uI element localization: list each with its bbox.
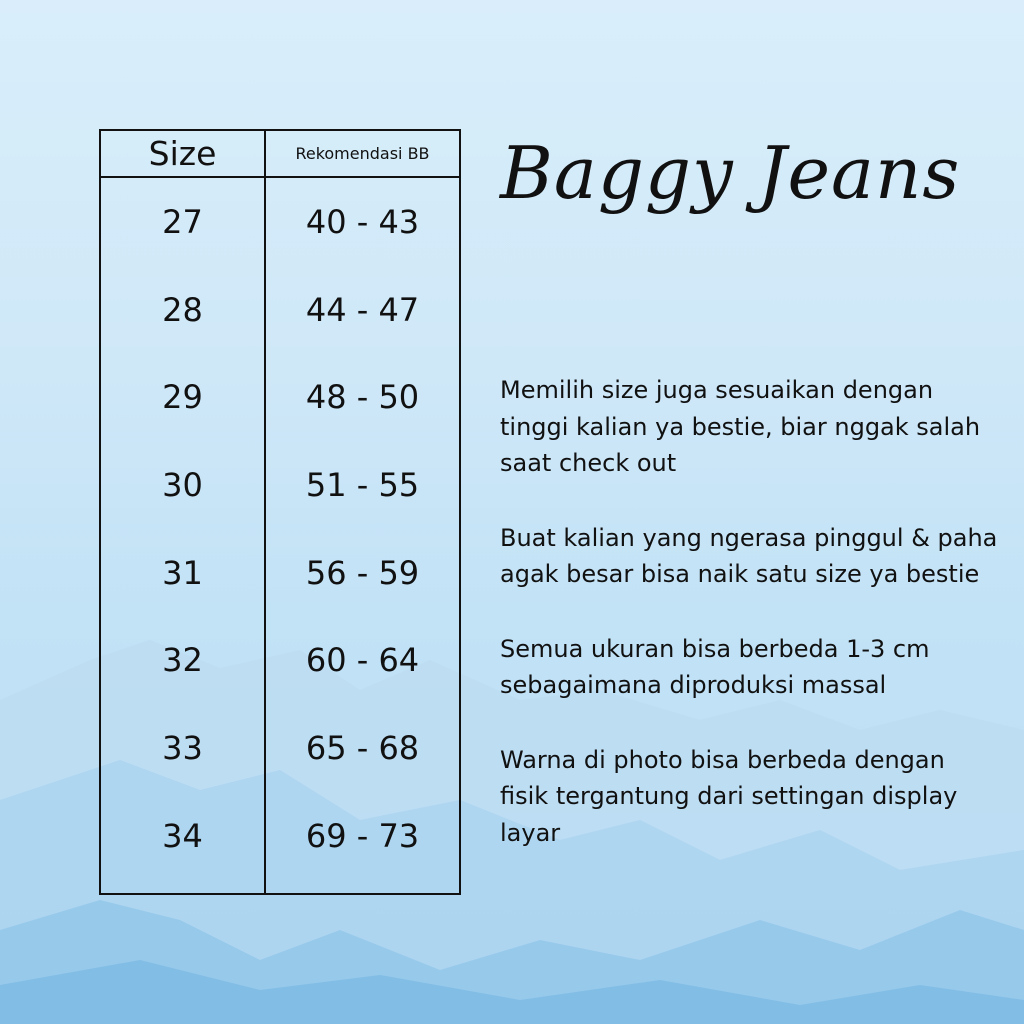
size-cell: 28 [162, 290, 203, 329]
table-row [101, 704, 459, 792]
bb-cell: 60 - 64 [305, 641, 420, 680]
bb-cell: 56 - 59 [305, 553, 420, 592]
size-cell: 31 [162, 553, 203, 592]
table-row [101, 792, 459, 880]
bb-cell: 69 - 73 [305, 816, 420, 855]
bb-cell: 51 - 55 [305, 465, 420, 504]
note-item: Buat kalian yang ngerasa pinggul & paha agak besar bisa naik satu size ya bestie [500, 523, 998, 588]
notes-list [500, 372, 1000, 889]
bb-cell: 40 - 43 [305, 202, 420, 241]
bb-cell: 44 - 47 [305, 290, 420, 329]
table-row [101, 353, 459, 441]
table-row [101, 441, 459, 529]
note-item: Semua ukuran bisa berbeda 1-3 cm sebagaimana diproduksi massal [500, 634, 930, 699]
note-item: Memilih size juga sesuaikan dengan tinggi kalian ya bestie, biar nggak salah saat check out [500, 376, 981, 477]
size-cell: 33 [162, 728, 203, 767]
size-cell: 34 [162, 816, 203, 855]
table-rows [101, 178, 459, 880]
page-title: Baggy Jeans [500, 131, 961, 215]
header-size: Size [148, 134, 217, 173]
note-item: Warna di photo bisa berbeda dengan fisik tergantung dari settingan display layar [500, 745, 958, 847]
size-cell: 29 [162, 378, 203, 417]
table-row [101, 529, 459, 617]
size-cell: 27 [162, 202, 203, 241]
header-rekomendasi-bb: Rekomendasi BB [295, 144, 430, 163]
size-cell: 30 [162, 465, 203, 504]
table-row [101, 616, 459, 704]
bb-cell: 48 - 50 [305, 378, 420, 417]
size-cell: 32 [162, 641, 203, 680]
table-row [101, 266, 459, 354]
table-row [101, 178, 459, 266]
bb-cell: 65 - 68 [305, 728, 420, 767]
size-table [99, 129, 461, 895]
